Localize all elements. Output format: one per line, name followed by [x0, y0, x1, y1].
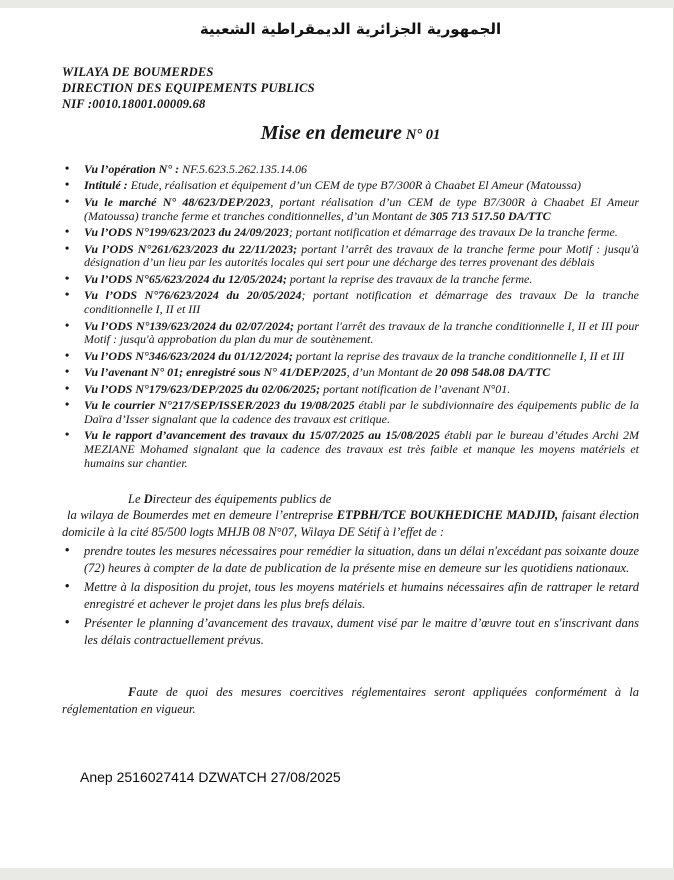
list-item [62, 243, 639, 271]
list-item [62, 320, 639, 348]
text-segment: D [143, 492, 153, 507]
list-item [62, 399, 639, 427]
title-number: N° 01 [405, 127, 441, 143]
text-segment: Vu le marché N° 48/623/DEP/2023 [84, 194, 271, 209]
text-segment: , portant réalisation d’un CEM de type B7/300R à Chaabet El Ameur (Matoussa) tranche ferme et tranches conditionnelles, d’un Montant de [84, 194, 639, 223]
text-segment: F [128, 685, 137, 700]
text-segment: Vu l’ODS N°65/623/2024 du 12/05/2024; [84, 271, 287, 286]
injunctions-list [62, 543, 639, 648]
list-item [62, 579, 639, 612]
text-segment: faisant élection domicile à la cité 85/500 logts MHJB 08 N°07, Wilaya DE Sétif à l’effet de : [62, 508, 639, 539]
text-segment: établi par le subdivionnaire des équipements public de la Daïra d’Isser signalant que la cadence des travaux est critique. [84, 398, 639, 426]
list-item [62, 163, 639, 177]
nif-line: NIF :0010.18001.00009.68 [62, 97, 206, 111]
text-segment: Vu le courrier N°217/SEP/ISSER/2023 du 19/08/2025 [84, 398, 355, 413]
document-title [62, 122, 639, 145]
wilaya-line: WILAYA DE BOUMERDES [62, 65, 214, 79]
text-segment: portant la reprise des travaux de la tranche conditionnelle I, II et III [292, 348, 625, 363]
list-item [62, 289, 639, 317]
list-item [62, 196, 639, 224]
text-segment: Vu l’ODS N°139/623/2024 du 02/07/2024; [84, 318, 294, 333]
list-item [62, 615, 639, 648]
closing-paragraph [62, 684, 639, 717]
text-segment: portant l'arrêt des travaux de la tranche conditionnelle I, II et III pour Motif : jusqu'à approbation du plan du mur de soutènement. [84, 318, 639, 347]
title-main-text: Mise en demeure [260, 122, 402, 144]
list-item [62, 366, 639, 380]
list-item [62, 383, 639, 397]
republic-arabic-heading: الجمهورية الجزائرية الديمقراطية الشعبية [199, 20, 502, 38]
text-segment: ; portant notification et démarrage des travaux De la tranche conditionnelle I, II et III [84, 288, 640, 317]
text-segment: Vu l’ODS N°261/623/2023 du 22/11/2023; [84, 241, 298, 256]
text-segment: portant la reprise des travaux de la tranche ferme. [286, 271, 533, 286]
text-segment: la wilaya de Boumerdes met en demeure l’entreprise [67, 508, 337, 523]
text-segment: portant notification de l’avenant N°01. [320, 381, 511, 396]
text-segment: portant l’arrêt des travaux de la tranche ferme pour Motif : jusqu'à désignation d’un lieu par les autorités locales qui sert pour une décharge des terres provenant des déblais [84, 241, 639, 270]
list-item [62, 226, 639, 240]
text-segment: Le [128, 492, 144, 507]
text-segment: Vu l’ODS N°346/623/2024 du 01/12/2024; [84, 348, 293, 363]
considerations-list [62, 163, 639, 471]
text-segment: irecteur des équipements publics de [152, 492, 332, 507]
text-segment: Présenter le planning d’avancement des travaux, dument visé par le maitre d’œuvre tout en s'inscrivant dans les délais contractuellement prévus. [84, 616, 639, 647]
list-item [62, 350, 639, 364]
list-item [62, 273, 639, 287]
text-segment: Vu le rapport d’avancement des travaux du 15/07/2025 au 15/08/2025 [84, 428, 441, 443]
issuing-authority-block [62, 64, 639, 112]
text-segment: Intitulé : [84, 178, 131, 193]
text-segment: 305 713 517.50 DA/TTC [429, 208, 551, 223]
list-item [62, 429, 639, 471]
text-segment: ; portant notification et démarrage des travaux De la tranche ferme. [288, 225, 618, 240]
direction-line: DIRECTION DES EQUIPEMENTS PUBLICS [62, 81, 315, 95]
text-segment: Vu l’avenant N° 01; enregistré sous N° 41/DEP/2025 [84, 365, 347, 380]
list-item [62, 543, 639, 576]
text-segment: Vu l’ODS N°76/623/2024 du 20/05/2024 [84, 288, 302, 303]
text-segment: Vu l’opération N° : [84, 162, 183, 176]
text-segment: prendre toutes les mesures nécessaires pour remédier la situation, dans un délai n'excédant pas soixante douze (72) heures à compter de la date de publication de la présente mise en demeure sur les quotidiens nationaux. [84, 544, 639, 575]
text-segment: établi par le bureau d’études Archi 2M MEZIANE Mohamed signalant que la cadence des travaux est très faible et manque les moyens matériels et humains sur chantier. [84, 428, 639, 471]
text-segment: Vu l’ODS N°179/623/DEP/2025 du 02/06/2025; [84, 381, 321, 396]
document-page [0, 8, 674, 868]
decision-intro-line [128, 491, 639, 507]
decision-body-paragraph [62, 507, 639, 540]
text-segment: , d’un Montant de [346, 365, 436, 380]
text-segment: aute de quoi des mesures coercitives réglementaires seront appliquées conformément à la réglementation en vigueur. [62, 685, 639, 716]
text-segment: Etude, réalisation et équipement d’un CEM de type B7/300R à Chaabet El Ameur (Matoussa) [130, 178, 582, 193]
text-segment: Vu l’ODS N°199/623/2023 du 24/09/2023 [84, 225, 289, 240]
text-segment: ETPBH/TCE BOUKHEDICHE MADJID, [336, 508, 559, 523]
anep-reference: Anep 2516027414 DZWATCH 27/08/2025 [80, 769, 341, 786]
text-segment: 20 098 548.08 DA/TTC [435, 365, 551, 380]
text-segment: Mettre à la disposition du projet, tous les moyens matériels et humains nécessaires afin de rattraper le retard enregistré et achever le projet dans les plus brefs délais. [84, 580, 639, 611]
list-item [62, 179, 639, 193]
text-segment: NF.5.623.5.262.135.14.06 [182, 162, 307, 176]
